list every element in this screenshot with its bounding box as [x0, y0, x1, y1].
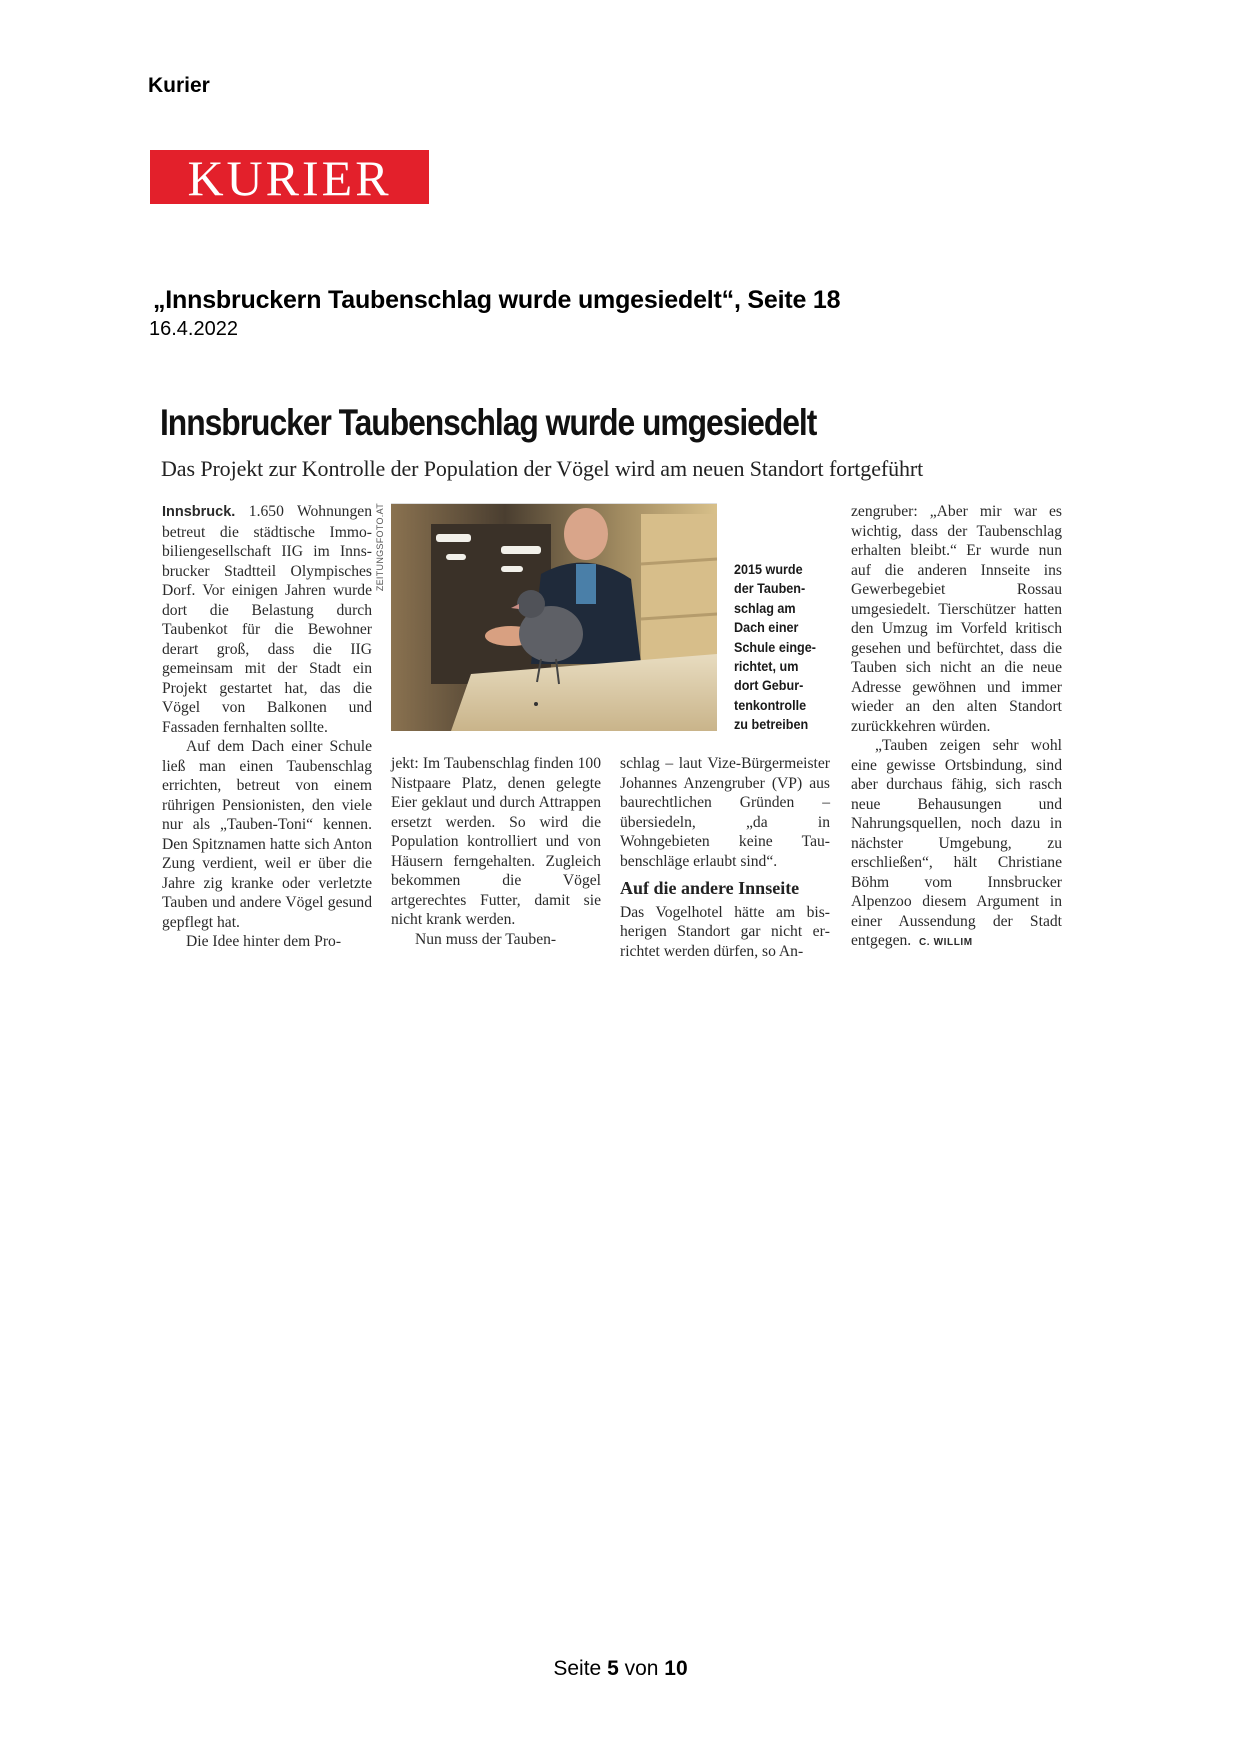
total-pages-number: 10	[664, 1657, 688, 1680]
paragraph	[851, 736, 1062, 953]
paragraph: Die Idee hinter dem Pro-	[186, 933, 342, 950]
article-column-4	[851, 502, 1062, 953]
paragraph: Auf dem Dach einer Schule ließ man einen Taubenschlag errichten, betreut von einem rührigen Pensionisten, den viele nur als „Tauben-Toni“ kennen. Den Spitznamen hatte sich Anton Zung verdient, weil er über die Jahre zig kranke oder verletzte Tauben und andere Vögel gesund gepflegt hat.	[162, 738, 372, 931]
paragraph-text: „Tauben zeigen sehr wohl eine gewisse Ortsbindung, sind aber durchaus fähig, sich rasch neue Behausungen und Nahrungsquellen, noch dazu in nächster Umgebung, zu erschließen“, hält Christiane Böhm vom Innsbrucker Alpenzoo diesem Argument in einer Aussendung der Stadt entgegen.	[851, 737, 1062, 949]
article-column-3	[620, 754, 830, 961]
kurier-logo	[150, 150, 429, 204]
current-page-number: 5	[607, 1657, 619, 1680]
photo-credit-text: ZEITUNGSFOTO.AT	[375, 503, 385, 592]
dateline: Innsbruck.	[162, 504, 236, 520]
source-name: Kurier	[148, 74, 210, 97]
article-subhead: Auf die andere Innseite	[620, 878, 800, 898]
photo-caption: 2015 wurde der Tauben- schlag am Dach einer Schule einge- richtet, um dort Gebur- tenkontrolle zu betreiben	[734, 561, 816, 733]
article-photo	[391, 503, 717, 731]
paragraph: zengruber: „Aber mir war es wichtig, dass der Taubenschlag erhalten bleibt.“ Er wurde nun auf die anderen Innseite ins Gewerbegebiet Rossau umgesiedelt. Tierschützer hatten den Umzug im Vorfeld kritisch gesehen und befürchtet, dass die Tauben sich nicht an die neue Adresse gewöhnen und immer wieder an den alten Standort zurückkehren würden.	[851, 503, 1062, 735]
photo-credit	[375, 503, 389, 623]
paragraph: Nun muss der Tauben-	[415, 930, 557, 948]
page-footer	[0, 1657, 1241, 1681]
footer-prefix: Seite	[553, 1657, 602, 1680]
footer-middle: von	[624, 1657, 659, 1680]
clip-date: 16.4.2022	[149, 318, 238, 340]
pigeon-loft-photo	[391, 504, 717, 731]
paragraph: Das Vogelhotel hätte am bisherigen Standort gar nicht errichtet werden dürfen, so An-	[620, 903, 830, 960]
paragraph: jekt: Im Taubenschlag finden 100 Nistpaare Platz, denen gelegte Eier geklaut und durch Attrappen ersetzt werden. So wird die Population kontrolliert und von Häusern ferngehalten. Zugleich bekommen die Vögel artgerechtes Futter, damit sie nicht krank werden.	[391, 755, 601, 928]
logo-text: KURIER	[187, 150, 392, 206]
article-headline: Innsbrucker Taubenschlag wurde umgesiedelt	[160, 402, 817, 443]
paragraph-text: 1.650 Wohnungen betreut die städtische Immobiliengesellschaft IIG im Innsbrucker Stadtteil Olympisches Dorf. Vor einigen Jahren wurde dort die Belastung durch Taubenkot für die Bewohner derart groß, dass die IIG gemeinsam mit der Stadt ein Projekt gestartet hat, das die Vögel von Balkonen und Fassaden fernhalten sollte.	[162, 503, 372, 736]
clip-title: „Innsbruckern Taubenschlag wurde umgesiedelt“, Seite 18	[153, 286, 841, 314]
article-column-1	[162, 502, 372, 952]
paragraph: schlag – laut Vize-Bürgermeister Johannes Anzengruber (VP) aus baurechtlichen Gründen – übersiedeln, „da in Wohngebieten keine Taubenschläge erlaubt sind“.	[620, 755, 830, 870]
article-subheadline: Das Projekt zur Kontrolle der Population der Vögel wird am neuen Standort fortgeführt	[161, 456, 924, 481]
paragraph	[162, 502, 372, 737]
author-byline: C. WILLIM	[918, 937, 973, 948]
article-column-2	[391, 754, 601, 949]
